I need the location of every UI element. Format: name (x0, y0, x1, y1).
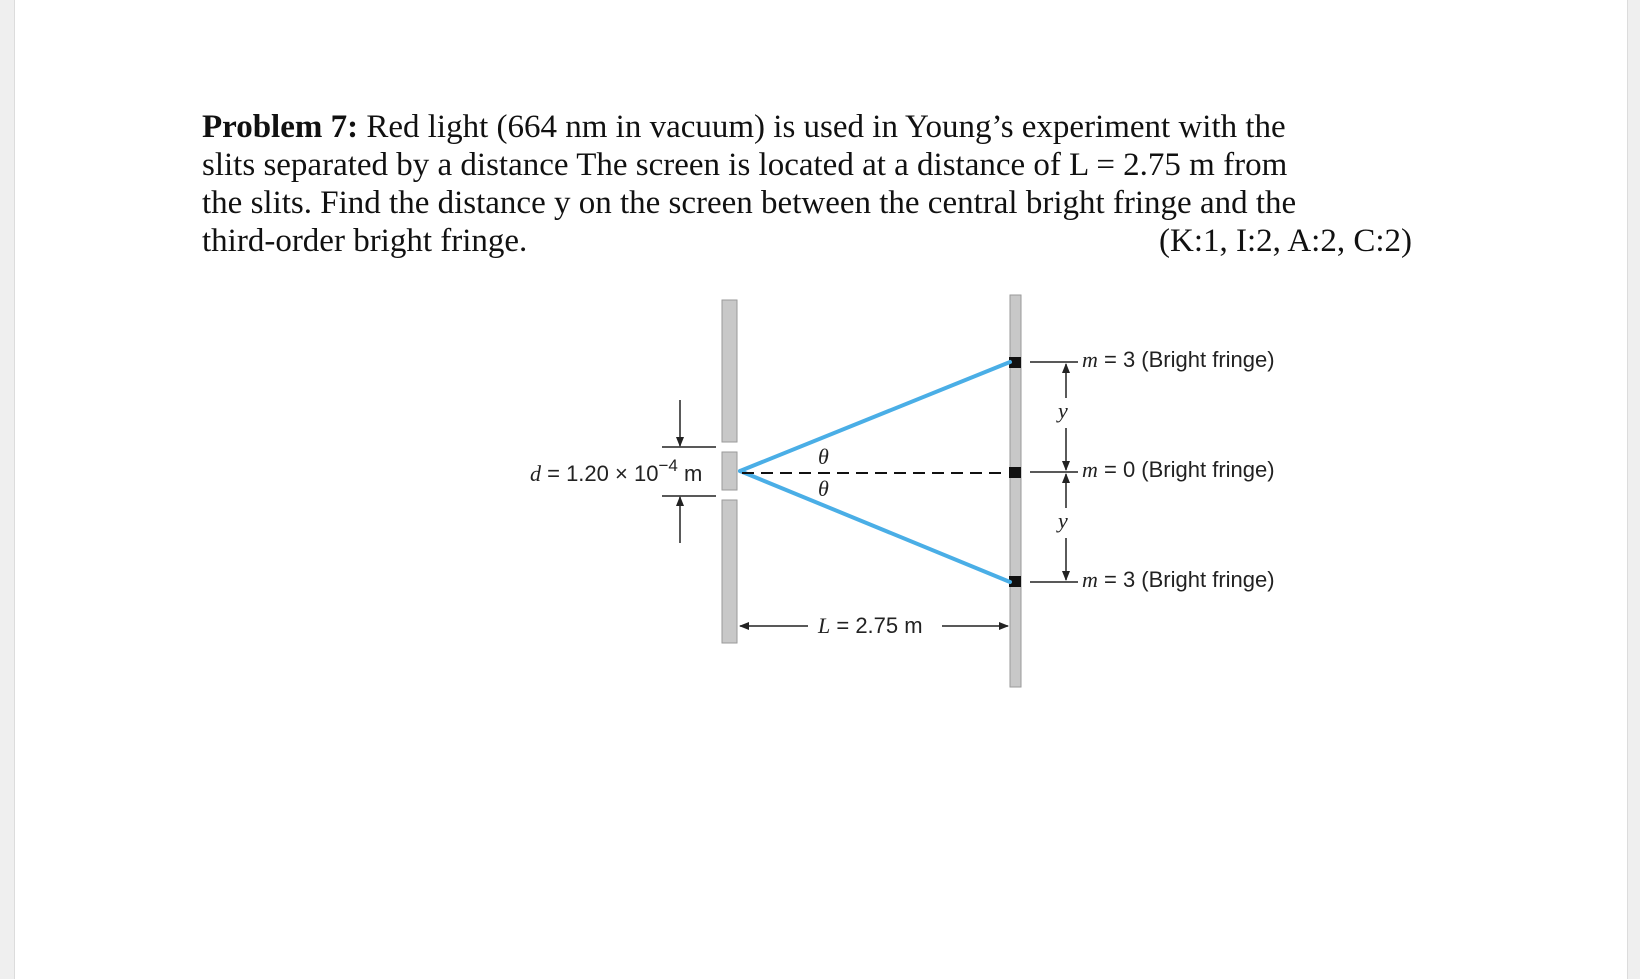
problem-label: Problem 7: (202, 109, 359, 145)
problem-line-2: slits separated by a distance The screen is located at a distance of L = 2.75 m from (202, 147, 1288, 183)
fringe-top-m: m (1082, 347, 1098, 372)
d-unit: m (677, 461, 703, 486)
problem-line-3: the slits. Find the distance y on the screen between the central bright fringe and the (202, 185, 1297, 221)
fringe-center-m: m (1082, 457, 1098, 482)
fringe-top-text: = 3 (Bright fringe) (1097, 347, 1275, 372)
y-upper-label: y (1058, 398, 1068, 423)
ray-lower (740, 471, 1010, 582)
fringe-label-top (1082, 347, 1275, 372)
fringe-bottom-text: = 3 (Bright fringe) (1097, 567, 1275, 592)
viewing-screen (1010, 295, 1021, 687)
fringe-label-center (1082, 457, 1275, 482)
theta-upper-label: θ (818, 444, 829, 469)
theta-lower-label: θ (818, 476, 829, 501)
l-symbol: L (818, 613, 831, 638)
fringe-marker-center (1009, 467, 1021, 478)
screen-distance-label (817, 613, 923, 638)
l-value: = 2.75 m (830, 613, 923, 638)
fringe-label-bottom (1082, 567, 1275, 592)
slit-barrier-top (722, 300, 737, 442)
d-value: = 1.20 × 10 (541, 461, 659, 486)
problem-line-1-text: Red light (664 nm in vacuum) is used in Young’s experiment with the (358, 109, 1286, 145)
d-exponent: −4 (658, 456, 678, 475)
y-lower-label: y (1058, 508, 1068, 533)
slit-separation-label (530, 456, 702, 486)
marks-breakdown: (K:1, I:2, A:2, C:2) (1159, 223, 1412, 259)
ray-upper (740, 362, 1010, 471)
fringe-center-text: = 0 (Bright fringe) (1097, 457, 1275, 482)
slit-barrier-middle (722, 452, 737, 490)
problem-line-4: third-order bright fringe. (202, 223, 528, 259)
slit-barrier-bottom (722, 500, 737, 643)
d-symbol: d (530, 461, 541, 486)
fringe-bottom-m: m (1082, 567, 1098, 592)
